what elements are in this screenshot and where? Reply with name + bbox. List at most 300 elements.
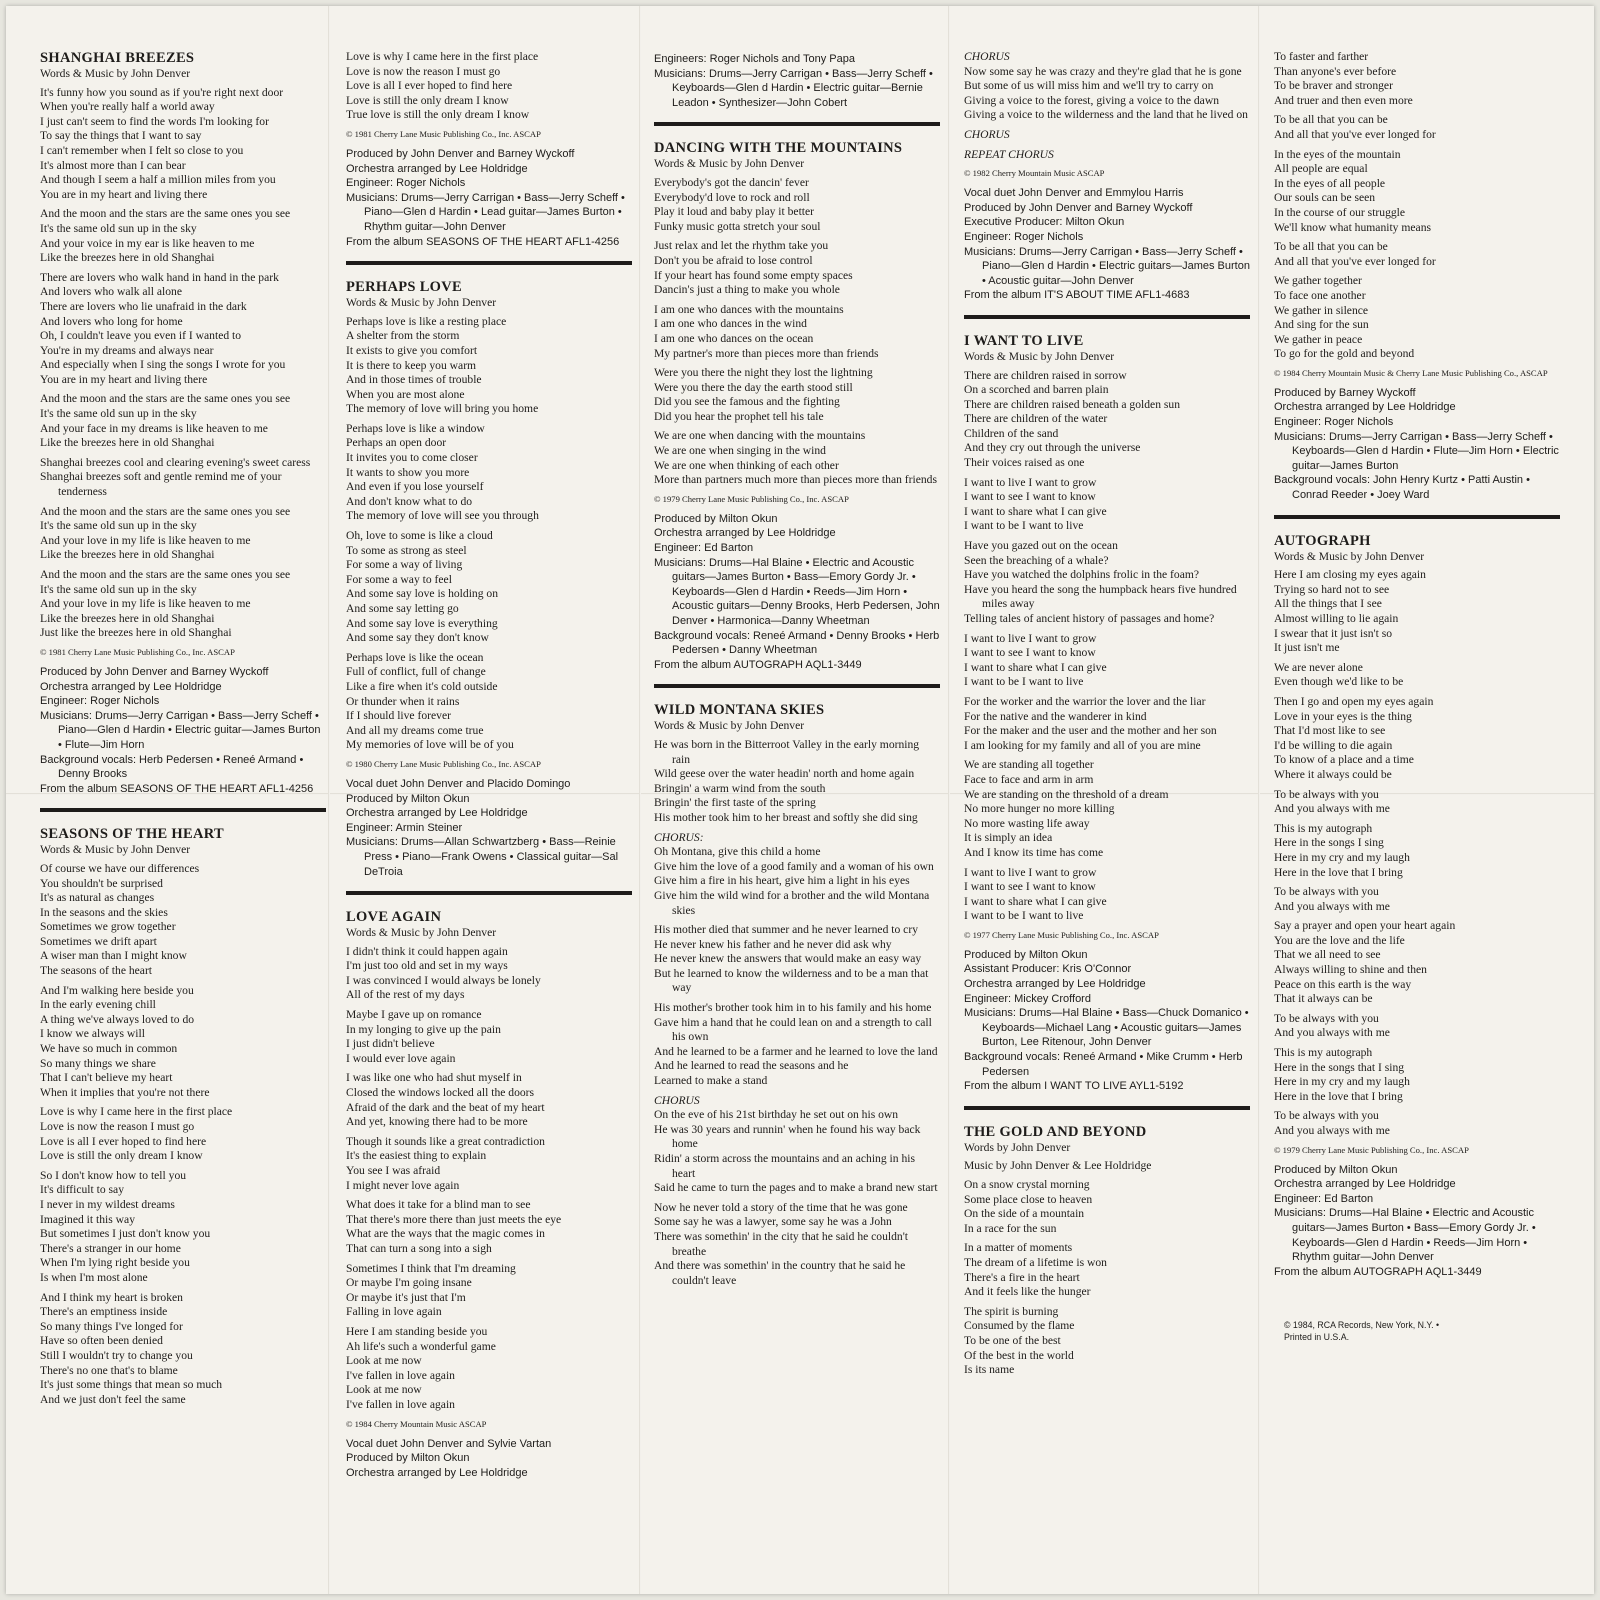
song-block [964, 50, 1250, 303]
lyric-line: You are in my heart and living there [40, 187, 208, 201]
stanza [654, 1001, 940, 1089]
lyric-line: The memory of love will bring you home [346, 402, 539, 416]
lyric-line: For some a way of living [346, 558, 463, 572]
credit-line: Assistant Producer: Kris O'Connor [964, 963, 1132, 976]
lyric-line: We are never alone [1274, 660, 1363, 674]
lyric-line: Like the breezes here in old Shanghai [40, 251, 215, 265]
song-block [1274, 515, 1560, 1280]
stanza [964, 148, 1250, 163]
lyric-line: Said he came to turn the pages and to make a brand new start [654, 1181, 938, 1195]
lyric-line: It just isn't me [1274, 641, 1340, 655]
lyric-line: We gather in silence [1274, 303, 1369, 317]
lyric-line: Just like the breezes here in old Shanghai [40, 626, 232, 640]
lyric-line: In the course of our struggle [1274, 205, 1406, 219]
stanza [40, 456, 326, 500]
chorus-label: CHORUS: [654, 830, 704, 844]
lyric-line: I want to share what I can give [964, 660, 1107, 674]
lyric-line: And the moon and the stars are the same ones you see [40, 568, 291, 581]
stanza [40, 1105, 326, 1163]
lyric-line: And I think my heart is broken [40, 1290, 183, 1304]
credit-line: Orchestra arranged by Lee Holdridge [40, 680, 222, 693]
credit-line: Engineer: Mickey Crofford [964, 992, 1091, 1005]
section-divider [654, 122, 940, 126]
section-divider [40, 808, 326, 812]
lyric-line: We are standing on the threshold of a dream [964, 787, 1169, 801]
stanza [1274, 1109, 1560, 1138]
lyric-line: I want to be I want to live [964, 909, 1084, 923]
stanza [1274, 885, 1560, 914]
lyric-line: There's no one that's to blame [40, 1363, 178, 1377]
lyric-line: Oh, I couldn't leave you even if I wanted to [40, 329, 242, 343]
stanza [1274, 240, 1560, 269]
lyric-line: This is my autograph [1274, 1046, 1373, 1060]
credit-line: Vocal duet John Denver and Sylvie Vartan [346, 1437, 552, 1450]
production-credits [654, 512, 940, 673]
lyric-line: Our souls can be seen [1274, 191, 1376, 205]
lyric-line: Always willing to shine and then [1274, 963, 1427, 977]
vertical-fold [328, 6, 330, 1594]
lyric-line: Giving a voice to the wilderness and the land that he lived on [964, 108, 1248, 122]
lyric-line: What are the ways that the magic comes in [346, 1227, 545, 1241]
songwriter-credit: Words & Music by John Denver [40, 843, 191, 857]
lyric-line: Have you heard the song the humpback hears five hundred miles away [964, 582, 1237, 611]
lyric-line: Though it sounds like a great contradiction [346, 1134, 545, 1148]
lyric-line: Sometimes we drift apart [40, 934, 157, 948]
lyric-line: But sometimes I just don't know you [40, 1227, 211, 1241]
stanza [964, 1178, 1250, 1236]
lyric-line: For some a way to feel [346, 572, 452, 586]
lyric-line: Now some say he was crazy and they're glad that he is gone [964, 64, 1242, 78]
lyric-line: Falling in love again [346, 1305, 442, 1319]
production-credits [654, 52, 940, 110]
stanza [40, 86, 326, 203]
credit-line: Engineer: Ed Barton [654, 542, 754, 555]
lyric-line: And lovers who long for home [40, 314, 183, 328]
lyric-line: It's the same old sun up in the sky [40, 519, 197, 533]
stanza [654, 366, 940, 424]
lyric-line: If I should live forever [346, 709, 451, 723]
lyric-line: Like the breezes here in old Shanghai [40, 611, 215, 625]
lyric-line: So many things I've longed for [40, 1319, 183, 1333]
lyric-line: Giving a voice to the forest, giving a voice to the dawn [964, 93, 1219, 107]
lyric-line: Funky music gotta stretch your soul [654, 219, 821, 233]
lyric-line: Perhaps love is like a resting place [346, 314, 507, 328]
lyric-line: We are one when thinking of each other [654, 458, 839, 472]
lyric-line: Love is all I ever hoped to find here [346, 79, 513, 93]
stanza [964, 695, 1250, 753]
lyric-line: In the eyes of all people [1274, 176, 1386, 190]
stanza [654, 176, 940, 234]
lyric-line: Here in the love that I bring [1274, 865, 1403, 879]
lyric-line: Love in your eyes is the thing [1274, 709, 1412, 723]
stanza [40, 392, 326, 450]
lyric-line: Some place close to heaven [964, 1192, 1093, 1206]
lyric-line: Face to face and arm in arm [964, 772, 1094, 786]
stanza [346, 529, 632, 646]
lyric-line: We gather in peace [1274, 332, 1363, 346]
stanza [40, 505, 326, 563]
lyric-line: Than anyone's ever before [1274, 64, 1397, 78]
lyric-line: In my longing to give up the pain [346, 1022, 501, 1036]
lyric-line: And your love in my life is like heaven to me [40, 533, 251, 547]
lyric-line: Of course we have our differences [40, 861, 200, 875]
stanza [346, 315, 632, 417]
stanza [964, 539, 1250, 627]
lyric-line: I'd be willing to die again [1274, 738, 1393, 752]
credit-line: From the album I WANT TO LIVE AYL1-5192 [964, 1080, 1184, 1093]
lyric-line: Then I go and open my eyes again [1274, 694, 1434, 708]
lyric-line: There are children of the water [964, 412, 1108, 426]
lyric-line: Still I wouldn't try to change you [40, 1348, 193, 1362]
stanza [964, 128, 1250, 143]
song-title: DANCING WITH THE MOUNTAINS [654, 140, 903, 157]
stanza [654, 1201, 940, 1289]
lyric-line: To be always with you [1274, 885, 1379, 899]
lyrics-column-5 [1274, 50, 1560, 1584]
lyric-line: And the moon and the stars are the same ones you see [40, 207, 291, 221]
lyric-line: Gave him a hand that he could lean on and a strength to call his own [654, 1015, 932, 1044]
stanza [346, 422, 632, 524]
footer-line: © 1984, RCA Records, New York, N.Y. • [1284, 1320, 1440, 1331]
lyric-line: Have you gazed out on the ocean [964, 539, 1118, 553]
lyric-line: We are standing all together [964, 758, 1094, 772]
lyric-line: Closed the windows locked all the doors [346, 1086, 535, 1100]
lyric-line: Here in my cry and my laugh [1274, 850, 1410, 864]
lyric-line: Love is why I came here in the first place [346, 50, 539, 63]
lyric-line: And some say they don't know [346, 631, 489, 645]
lyric-line: To be one of the best [964, 1333, 1061, 1347]
lyric-line: I never in my wildest dreams [40, 1197, 175, 1211]
lyric-line: Children of the sand [964, 426, 1059, 440]
lyric-line: And some say love is holding on [346, 587, 498, 601]
credit-line: Background vocals: John Henry Kurtz • Patti Austin • Conrad Reeder • Joey Ward [1274, 474, 1530, 502]
credit-line: From the album AUTOGRAPH AQL1-3449 [1274, 1265, 1482, 1278]
lyric-line: On the side of a mountain [964, 1207, 1085, 1221]
lyric-line: On a snow crystal morning [964, 1178, 1090, 1191]
credit-line: Orchestra arranged by Lee Holdridge [346, 807, 528, 820]
section-divider [964, 1106, 1250, 1110]
chorus-label: CHORUS [654, 1093, 700, 1107]
lyric-line: You shouldn't be surprised [40, 876, 163, 890]
credit-line: From the album SEASONS OF THE HEART AFL1-4256 [40, 782, 314, 795]
lyric-line: There was somethin' in the city that he said he couldn't breathe [654, 1229, 909, 1258]
copyright-notice: © 1981 Cherry Lane Music Publishing Co., Inc. ASCAP [40, 646, 235, 657]
lyric-line: For the native and the wanderer in kind [964, 709, 1147, 723]
lyric-line: It's difficult to say [40, 1183, 124, 1197]
lyric-line: That there's more there than just meets the eye [346, 1212, 562, 1226]
lyric-line: A thing we've always loved to do [40, 1012, 195, 1026]
lyric-line: He was born in the Bitterroot Valley in the early morning rain [654, 737, 920, 766]
lyric-line: So I don't know how to tell you [40, 1168, 187, 1182]
section-divider [346, 261, 632, 265]
song-title: AUTOGRAPH [1274, 532, 1371, 549]
lyric-line: And you always with me [1274, 802, 1390, 816]
stanza [40, 568, 326, 641]
lyric-line: And truer and then even more [1274, 93, 1413, 107]
stanza [346, 1135, 632, 1193]
song-title: SHANGHAI BREEZES [40, 50, 195, 66]
lyric-line: Like the breezes here in old Shanghai [40, 436, 215, 450]
lyric-line: But he learned to know the wilderness and to be a man that way [654, 966, 929, 995]
lyric-line: And all that you've ever longed for [1274, 127, 1436, 141]
production-credits [1274, 386, 1560, 503]
lyric-line: Afraid of the dark and the beat of my heart [346, 1100, 545, 1114]
lyric-line: Shanghai breezes soft and gentle remind me of your tenderness [40, 470, 282, 499]
credit-line: Vocal duet John Denver and Emmylou Harris [964, 187, 1184, 200]
lyric-line: I just didn't believe [346, 1037, 435, 1051]
lyric-line: Almost willing to lie again [1274, 612, 1399, 625]
lyric-line: Were you there the night they lost the lightning [654, 366, 873, 380]
credit-line: Produced by Milton Okun [654, 512, 778, 525]
songwriter-credit: Words & Music by John Denver [964, 349, 1115, 363]
production-credits [346, 147, 632, 249]
lyric-line: Or maybe I'm going insane [346, 1276, 472, 1290]
section-divider [1274, 515, 1560, 519]
credit-line: Produced by John Denver and Barney Wyckoff [346, 147, 575, 160]
vertical-fold [639, 6, 641, 1594]
song-block [654, 122, 940, 672]
credit-line: Produced by Milton Okun [346, 1452, 470, 1465]
lyric-line: Where it always could be [1274, 767, 1392, 781]
lyric-line: We gather together [1274, 274, 1362, 288]
song-block [40, 50, 326, 796]
copyright-notice: © 1984 Cherry Mountain Music & Cherry Lane Music Publishing Co., ASCAP [1274, 367, 1548, 378]
lyric-line: Learned to make a stand [654, 1074, 768, 1088]
lyric-line: There's an emptiness inside [40, 1305, 168, 1319]
lyric-line: All the things that I see [1274, 597, 1382, 611]
lyric-line: Here in the love that I bring [1274, 1089, 1403, 1103]
lyric-line: His mother died that summer and he never learned to cry [654, 923, 918, 937]
lyric-line: Telling tales of ancient history of passages and home? [964, 612, 1215, 625]
stanza [964, 758, 1250, 860]
stanza [654, 738, 940, 826]
credit-line: Produced by John Denver and Barney Wyckoff [964, 201, 1193, 214]
lyric-line: Give him a fire in his heart, give him a light in his eyes [654, 874, 910, 888]
lyric-line: The spirit is burning [964, 1304, 1059, 1318]
section-divider [346, 891, 632, 895]
stanza [1274, 274, 1560, 362]
lyric-line: Don't you be afraid to lose control [654, 253, 813, 267]
lyric-line: We are one when singing in the wind [654, 444, 826, 458]
stanza [40, 1291, 326, 1408]
lyric-line: I am one who dances with the mountains [654, 302, 844, 316]
lyric-line: And there was somethin' in the country that he said he couldn't leave [654, 1259, 906, 1287]
lyric-line: Or thunder when it rains [346, 694, 460, 708]
credit-line: Vocal duet John Denver and Placido Domingo [346, 777, 571, 790]
song-block [964, 1106, 1250, 1378]
lyric-line: When you are most alone [346, 387, 465, 401]
song-block [1274, 50, 1560, 503]
credit-line: Musicians: Drums—Jerry Carrigan • Bass—Jerry Scheff • Piano—Glen d Hardin • Electric guitars—James Burton • Acoustic guitar—John Denver [964, 245, 1250, 287]
lyric-line: For the worker and the warrior the lover and the liar [964, 694, 1206, 708]
credit-line: From the album SEASONS OF THE HEART AFL1-4256 [346, 235, 620, 248]
lyric-line: It's the same old sun up in the sky [40, 221, 197, 235]
credit-line: Musicians: Drums—Hal Blaine • Electric and Acoustic guitars—James Burton • Bass—Emory Gordy Jr. • Keyboards—Glen d Hardin • Reeds—Jim Horn • Acoustic guitars—Denny Brooks, Herb Pedersen, John Denver • Harmonica—Danny Wheetman [654, 556, 940, 627]
lyric-line: I want to share what I can give [964, 894, 1107, 908]
credit-line: Engineer: Roger Nichols [346, 177, 466, 190]
lyric-line: Maybe I gave up on romance [346, 1008, 482, 1022]
lyric-line: Bringin' the first taste of the spring [654, 796, 816, 810]
stanza [1274, 1012, 1560, 1041]
lyric-line: I want to see I want to know [964, 490, 1096, 504]
lyric-line: And especially when I sing the songs I wrote for you [40, 358, 286, 372]
stanza [346, 1071, 632, 1129]
lyric-line: On the eve of his 21st birthday he set out on his own [654, 1108, 899, 1122]
lyric-line: For the maker and the user and the mother and her son [964, 724, 1217, 738]
lyric-line: And he learned to read the seasons and he [654, 1059, 849, 1073]
lyric-line: More than partners much more than pieces more than friends [654, 473, 937, 487]
lyric-line: I just can't seem to find the words I'm looking for [40, 114, 269, 128]
credit-line: Produced by Milton Okun [1274, 1163, 1398, 1176]
lyric-line: In a matter of moments [964, 1241, 1073, 1255]
lyric-line: Peace on this earth is the way [1274, 977, 1412, 991]
lyric-line: It is simply an idea [964, 831, 1053, 845]
lyric-line: I was convinced I would always be lonely [346, 973, 541, 987]
lyric-line: Everybody's got the dancin' fever [654, 175, 809, 189]
lyric-line: And they cry out through the universe [964, 441, 1141, 455]
lyric-line: And some say love is everything [346, 616, 498, 630]
stanza [1274, 788, 1560, 817]
lyric-line: There's a fire in the heart [964, 1270, 1080, 1284]
lyric-line: And yet, knowing there had to be more [346, 1115, 528, 1129]
credit-line: Background vocals: Herb Pedersen • Reneé Armand • Denny Brooks [40, 753, 304, 781]
chorus-label: CHORUS [964, 50, 1010, 63]
lyric-line: And sing for the sun [1274, 318, 1369, 332]
credit-line: Orchestra arranged by Lee Holdridge [346, 1466, 528, 1479]
lyric-line: But some of us will miss him and we'll try to carry on [964, 79, 1214, 93]
lyric-line: His mother's brother took him in to his family and his home [654, 1001, 932, 1015]
lyric-line: His mother took him to her breast and softly she did sing [654, 810, 918, 824]
credit-line: Engineer: Roger Nichols [964, 230, 1084, 243]
lyric-line: Were you there the day the earth stood still [654, 380, 853, 394]
vertical-fold [948, 6, 950, 1594]
chorus-label: REPEAT CHORUS [964, 147, 1054, 161]
lyric-line: I want to see I want to know [964, 880, 1096, 894]
song-title: WILD MONTANA SKIES [654, 702, 825, 719]
lyric-line: You see I was afraid [346, 1164, 441, 1177]
songwriter-credit: Words & Music by John Denver [346, 926, 497, 940]
lyric-line: I am looking for my family and all of you are mine [964, 738, 1201, 752]
lyric-line: I would ever love again [346, 1051, 456, 1065]
lyric-line: There's a stranger in our home [40, 1241, 181, 1255]
lyric-line: He was 30 years and runnin' when he found his way back home [654, 1122, 921, 1151]
stanza [346, 1198, 632, 1256]
lyric-line: What does it take for a blind man to see [346, 1198, 531, 1212]
lyric-line: To say the things that I want to say [40, 129, 202, 143]
stanza [346, 1262, 632, 1320]
stanza [654, 303, 940, 361]
section-divider [654, 684, 940, 688]
stanza [40, 271, 326, 388]
lyric-line: Play it loud and baby play it better [654, 205, 815, 219]
stanza [654, 923, 940, 996]
lyric-line: Everybody'd love to rock and roll [654, 190, 810, 204]
stanza [346, 50, 632, 123]
copyright-notice: © 1977 Cherry Lane Music Publishing Co., Inc. ASCAP [964, 929, 1159, 940]
lyric-line: Perhaps an open door [346, 436, 447, 450]
stanza [654, 831, 940, 919]
lyric-line: All people are equal [1274, 162, 1368, 176]
lyric-line: When I'm lying right beside you [40, 1256, 190, 1270]
lyric-line: There are children raised in sorrow [964, 368, 1127, 382]
lyric-line: Here in my cry and my laugh [1274, 1075, 1410, 1089]
lyric-line: I might never love again [346, 1178, 460, 1192]
credit-line: Musicians: Drums—Jerry Carrigan • Bass—Jerry Scheff • Keyboards—Glen d Hardin • Electric guitar—Bernie Leadon • Synthesizer—John Cobert [654, 67, 933, 109]
lyric-line: To know of a place and a time [1274, 753, 1414, 767]
stanza [1274, 148, 1560, 236]
lyric-line: I was like one who had shut myself in [346, 1071, 522, 1085]
lyric-line: Here in the songs I sing [1274, 836, 1384, 850]
lyric-line: I want to live I want to grow [964, 475, 1097, 489]
lyric-line: Trying so hard not to see [1274, 582, 1390, 596]
song-block [40, 808, 326, 1407]
stanza [1274, 50, 1560, 108]
lyric-line: In the seasons and the skies [40, 905, 168, 919]
lyric-line: To be braver and stronger [1274, 79, 1393, 93]
lyric-line: If your heart has found some empty spaces [654, 268, 853, 282]
lyric-line: Did you see the famous and the fighting [654, 395, 840, 409]
lyric-line: It is there to keep you warm [346, 358, 477, 372]
stanza [40, 207, 326, 265]
stanza [964, 1305, 1250, 1378]
stanza [964, 1241, 1250, 1299]
copyright-notice: © 1984 Cherry Mountain Music ASCAP [346, 1418, 487, 1429]
lyric-line: There are lovers who walk hand in hand in the park [40, 270, 279, 284]
credit-line: Orchestra arranged by Lee Holdridge [1274, 1178, 1456, 1191]
lyric-line: Or maybe it's just that I'm [346, 1290, 466, 1304]
publisher-footer [1274, 1319, 1560, 1343]
stanza [1274, 695, 1560, 783]
lyric-line: Love is now the reason I must go [346, 64, 501, 78]
production-credits [1274, 1163, 1560, 1280]
lyric-line: It's just some things that mean so much [40, 1378, 223, 1392]
lyric-line: And all my dreams come true [346, 723, 484, 737]
lyric-line: Some say he was a lawyer, some say he was a John [654, 1215, 892, 1229]
song-title: LOVE AGAIN [346, 909, 442, 926]
lyric-line: I know we always will [40, 1027, 145, 1041]
chorus-label: CHORUS [964, 127, 1010, 141]
lyric-line: It's almost more than I can bear [40, 158, 186, 172]
credit-line: Orchestra arranged by Lee Holdridge [964, 978, 1146, 991]
lyric-line: Love is now the reason I must go [40, 1120, 195, 1133]
lyric-line: To be all that you can be [1274, 240, 1388, 254]
lyric-line: And though I seem a half a million miles from you [40, 173, 276, 187]
stanza [1274, 568, 1560, 656]
lyric-line: To be always with you [1274, 1011, 1379, 1025]
stanza [964, 50, 1250, 123]
lyric-line: And I know its time has come [964, 845, 1104, 859]
copyright-notice: © 1980 Cherry Lane Music Publishing Co., Inc. ASCAP [346, 758, 541, 769]
lyric-line: And some say letting go [346, 602, 459, 615]
songwriter-credit: Words & Music by John Denver [346, 296, 497, 310]
lyric-line: Wild geese over the water headin' north and home again [654, 767, 915, 781]
credit-line: Produced by Milton Okun [964, 948, 1088, 961]
lyrics-column-4 [964, 50, 1250, 1584]
lyric-line: To faster and farther [1274, 50, 1369, 63]
lyric-line: Even though we'd like to be [1274, 675, 1404, 689]
credit-line: Orchestra arranged by Lee Holdridge [346, 162, 528, 175]
lyric-line: In the eyes of the mountain [1274, 147, 1401, 161]
copyright-notice: © 1979 Cherry Lane Music Publishing Co., Inc. ASCAP [1274, 1144, 1469, 1155]
copyright-notice: © 1981 Cherry Lane Music Publishing Co., Inc. ASCAP [346, 128, 541, 139]
song-block [346, 891, 632, 1480]
lyric-line: And lovers who walk all alone [40, 285, 182, 299]
production-credits [964, 948, 1250, 1094]
lyric-line: No more wasting life away [964, 816, 1090, 830]
lyric-sheet [6, 6, 1594, 1594]
lyric-line: To be always with you [1274, 787, 1379, 801]
lyric-line: Have so often been denied [40, 1334, 163, 1348]
